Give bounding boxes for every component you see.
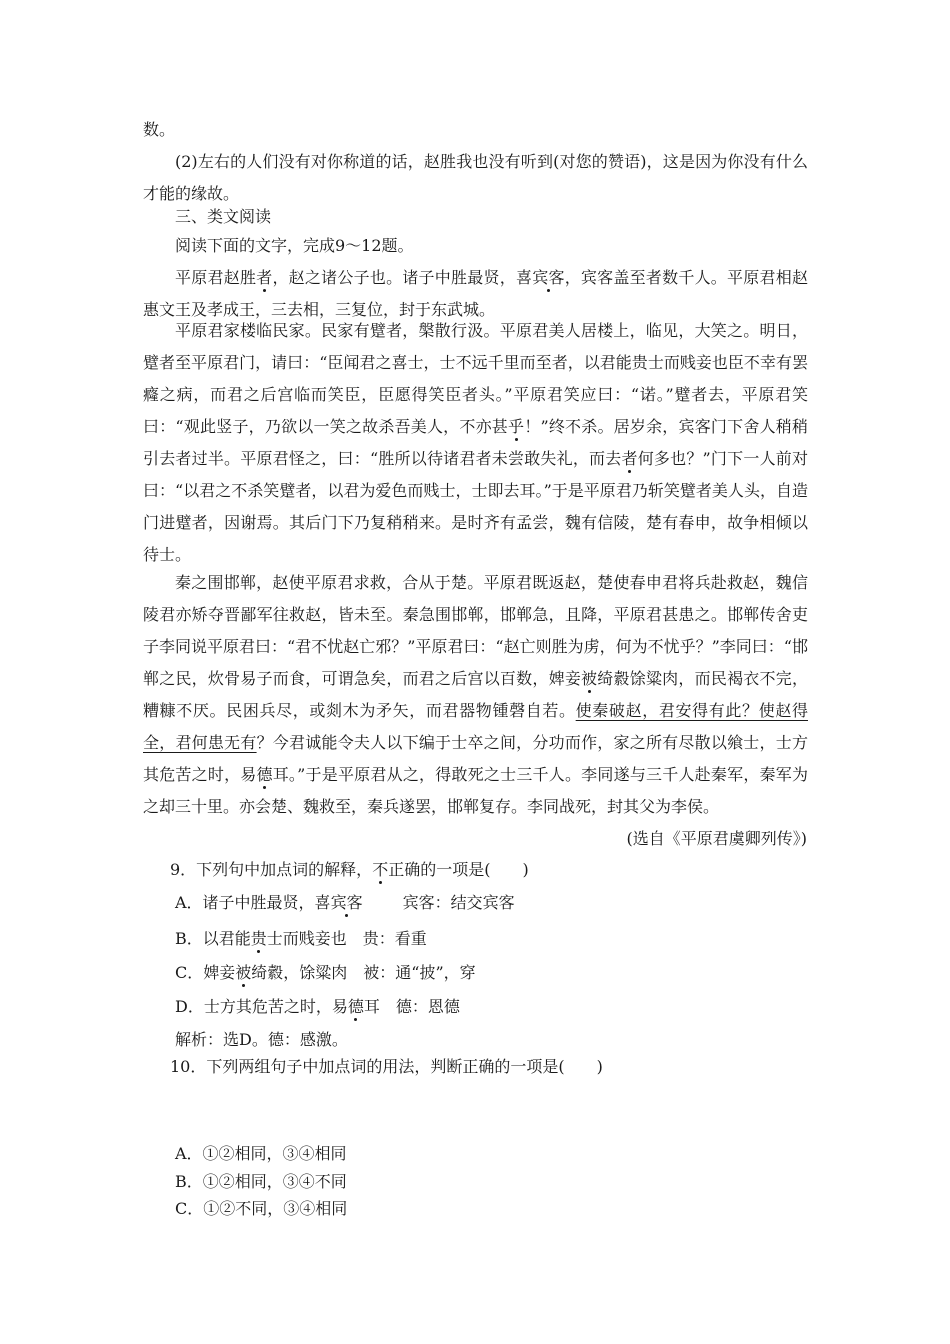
q9-option-d [175, 996, 460, 1018]
q9a-dotted-word: 宾客 [330, 893, 363, 912]
q9c-text-b: 绮縠，馀粱肉 [251, 963, 348, 982]
q9b-text-a: B．以君能 [175, 929, 251, 948]
p2-text-a: 平原君家楼临民家。民家有躄者，槃散行汲。平原君美人居楼上，临见，大笑之。明日，躄者至平原君门，请曰：“臣闻君之喜士，士不远千里而至者，以君能贵士而贱妾也臣不幸有罢癃之病，而君之后宫临而笑臣，臣愿得笑臣者头。”平原君笑应曰：“诺。”躄者去，平原君笑曰：“观此竖子，乃欲以一笑之故杀吾美人，不亦甚 [143, 321, 808, 436]
q9-option-b [175, 928, 427, 950]
question-10: 10．下列两组句子中加点词的用法，判断正确的一项是( ) [170, 1057, 603, 1076]
q9b-text-b: 士而贱妾也 [266, 929, 347, 948]
q9d-text-a: D．士方其危苦之时，易 [175, 997, 348, 1016]
p1-text-b: ，赵之诸公子也。诸子中胜最贤，喜 [272, 268, 533, 287]
p2-dotted-word-2: 者 [621, 449, 638, 468]
p3-text-c: ？今君诚能令夫人以下编于士卒之间，分功而作，家之所有尽散以飨士，士方其危苦之时，易 [143, 733, 808, 784]
translation-tail: 数。 [143, 120, 176, 139]
p3-dotted-word-1: 被 [581, 669, 598, 688]
q9c-dotted-word: 被 [235, 963, 252, 982]
q9d-dotted-word: 德 [347, 997, 364, 1016]
q9-text-b: 正确的一项是( ) [388, 860, 529, 879]
p3-dotted-word-2: 德 [256, 765, 273, 784]
p1-dotted-word-1: 者 [256, 268, 273, 287]
q9a-gloss: 宾客：结交宾客 [402, 893, 515, 912]
passage-paragraph-3 [143, 567, 808, 823]
q10-option-c: C．①②不同，③④相同 [175, 1199, 348, 1218]
q9d-gloss: 德：恩德 [395, 997, 460, 1016]
q9-option-a [175, 892, 515, 914]
p3-text-a: 秦之围邯郸，赵使平原君求救，合从于楚。平原君既返赵，楚使春申君将兵赴救赵，魏信陵君亦矫夺晋鄙军往救赵，皆未至。秦急围邯郸，邯郸急，且降，平原君甚患之。邯郸传舍吏子李同说平原君曰：“君不忧赵亡邪？”平原君曰：“赵亡则胜为虏，何为不忧乎？”李同曰：“邯郸之民，炊骨易子而食，可谓急矣，而君之后宫以百数，婢妾 [143, 573, 808, 688]
p3-underlined-sentence: 使秦破赵，君安得有此？使赵得全，君何患无有 [143, 701, 808, 752]
q9-option-c [175, 962, 476, 984]
translation-2: (2)左右的人们没有对你称道的话，赵胜我也没有听到(对您的赞语)，这是因为你没有什么才能的缘故。 [143, 152, 808, 203]
p2-text-c: 何多也？”门下一人前对曰：“以君之不杀笑躄者，以君为爱色而贱士，士即去耳。”于是平原君乃斩笑躄者美人头，自造门进躄者，因谢焉。其后门下乃复稍稍来。是时齐有孟尝，魏有信陵，楚有春申，故争相倾以待士。 [143, 449, 808, 564]
p1-dotted-word-2: 宾客 [532, 268, 565, 287]
instruction: 阅读下面的文字，完成9～12题。 [175, 236, 414, 255]
q9-dotted-word: 不 [372, 860, 389, 879]
p3-text-e: 耳。”于是平原君从之，得敢死之士三千人。李同遂与三千人赴秦军，秦军为之却三十里。亦会楚、魏救至，秦兵遂罢，邯郸复存。李同战死，封其父为李侯。 [143, 765, 808, 816]
p2-dotted-word-1: 乎 [508, 417, 525, 436]
p2-text-b: ！”终不杀。居岁余，宾客门下舍人稍稍引去者过半。平原君怪之，曰：“胜所以待诸君者未尝敢失礼，而去 [143, 417, 808, 468]
q10-option-a: A．①②相同，③④相同 [175, 1144, 347, 1163]
q9c-text-a: C．婢妾 [175, 963, 236, 982]
q9a-text: A．诸子中胜最贤，喜 [175, 893, 331, 912]
passage-source: (选自《平原君虞卿列传》) [626, 829, 807, 848]
q9d-text-b: 耳 [363, 997, 380, 1016]
question-9 [170, 859, 529, 881]
section-title: 三、类文阅读 [175, 207, 272, 226]
passage-paragraph-2 [143, 315, 808, 571]
q9-text-a: 9．下列句中加点词的解释， [170, 860, 373, 879]
q9b-gloss: 贵：看重 [362, 929, 427, 948]
p1-text-c: ，宾客盖至者数千人。平原君相赵惠文王及孝成王，三去相，三复位，封于东武城。 [143, 268, 808, 319]
q9c-gloss: 被：通“披”，穿 [363, 963, 476, 982]
p1-text-a: 平原君赵胜 [175, 268, 257, 287]
q9-answer: 解析：选D。德：感激。 [175, 1030, 348, 1049]
p3-text-b: 绮縠馀粱肉，而民褐衣不完，糟糠不厌。民困兵尽，或剡木为矛矢，而君器物锺磬自若。 [143, 669, 808, 720]
q10-option-b: B．①②相同，③④不同 [175, 1172, 347, 1191]
q9b-dotted-word: 贵 [250, 929, 267, 948]
